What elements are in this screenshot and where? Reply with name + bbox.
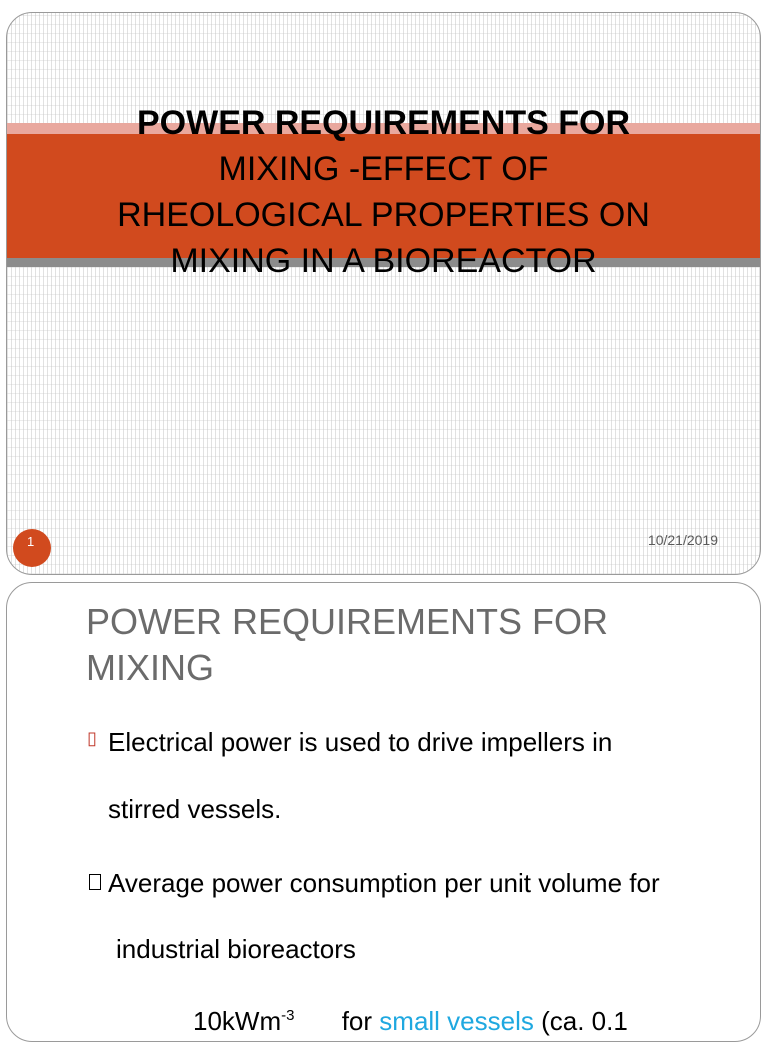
- formula-for: for: [341, 1006, 373, 1036]
- bullet-box-icon: [89, 874, 101, 890]
- title-line-3: RHEOLOGICAL PROPERTIES ON: [117, 196, 650, 234]
- bullet-marker-icon: ▯: [87, 728, 97, 748]
- title-line-4: MIXING IN A BIOREACTOR: [170, 242, 597, 280]
- slide-title: [7, 100, 760, 284]
- bullet-1-line-2: stirred vessels.: [108, 794, 282, 824]
- slide-number-badge: [13, 529, 51, 567]
- title-slide: [6, 12, 761, 575]
- content-slide: [6, 582, 761, 1042]
- bullet-2-line-1: Average power consumption per unit volume for: [108, 868, 660, 898]
- content-title: [86, 599, 726, 691]
- formula-tail: (ca. 0.1: [541, 1006, 628, 1036]
- slide-date: 10/21/2019: [647, 532, 718, 548]
- bullet-2-line-2: industrial bioreactors: [116, 934, 356, 964]
- bullet-1-line-1: Electrical power is used to drive impellers in: [108, 727, 613, 757]
- slide-number: 1: [27, 534, 35, 549]
- power-formula: [193, 1006, 628, 1037]
- title-line-1: POWER REQUIREMENTS FOR: [136, 104, 631, 142]
- title-line-2: MIXING -EFFECT OF: [218, 150, 549, 188]
- small-vessels-highlight: small vessels: [379, 1006, 534, 1036]
- content-title-line-2: MIXING: [86, 647, 215, 688]
- content-title-line-1: POWER REQUIREMENTS FOR: [86, 601, 609, 642]
- formula-value: 10kWm: [193, 1006, 282, 1036]
- formula-exponent: -3: [281, 1007, 295, 1024]
